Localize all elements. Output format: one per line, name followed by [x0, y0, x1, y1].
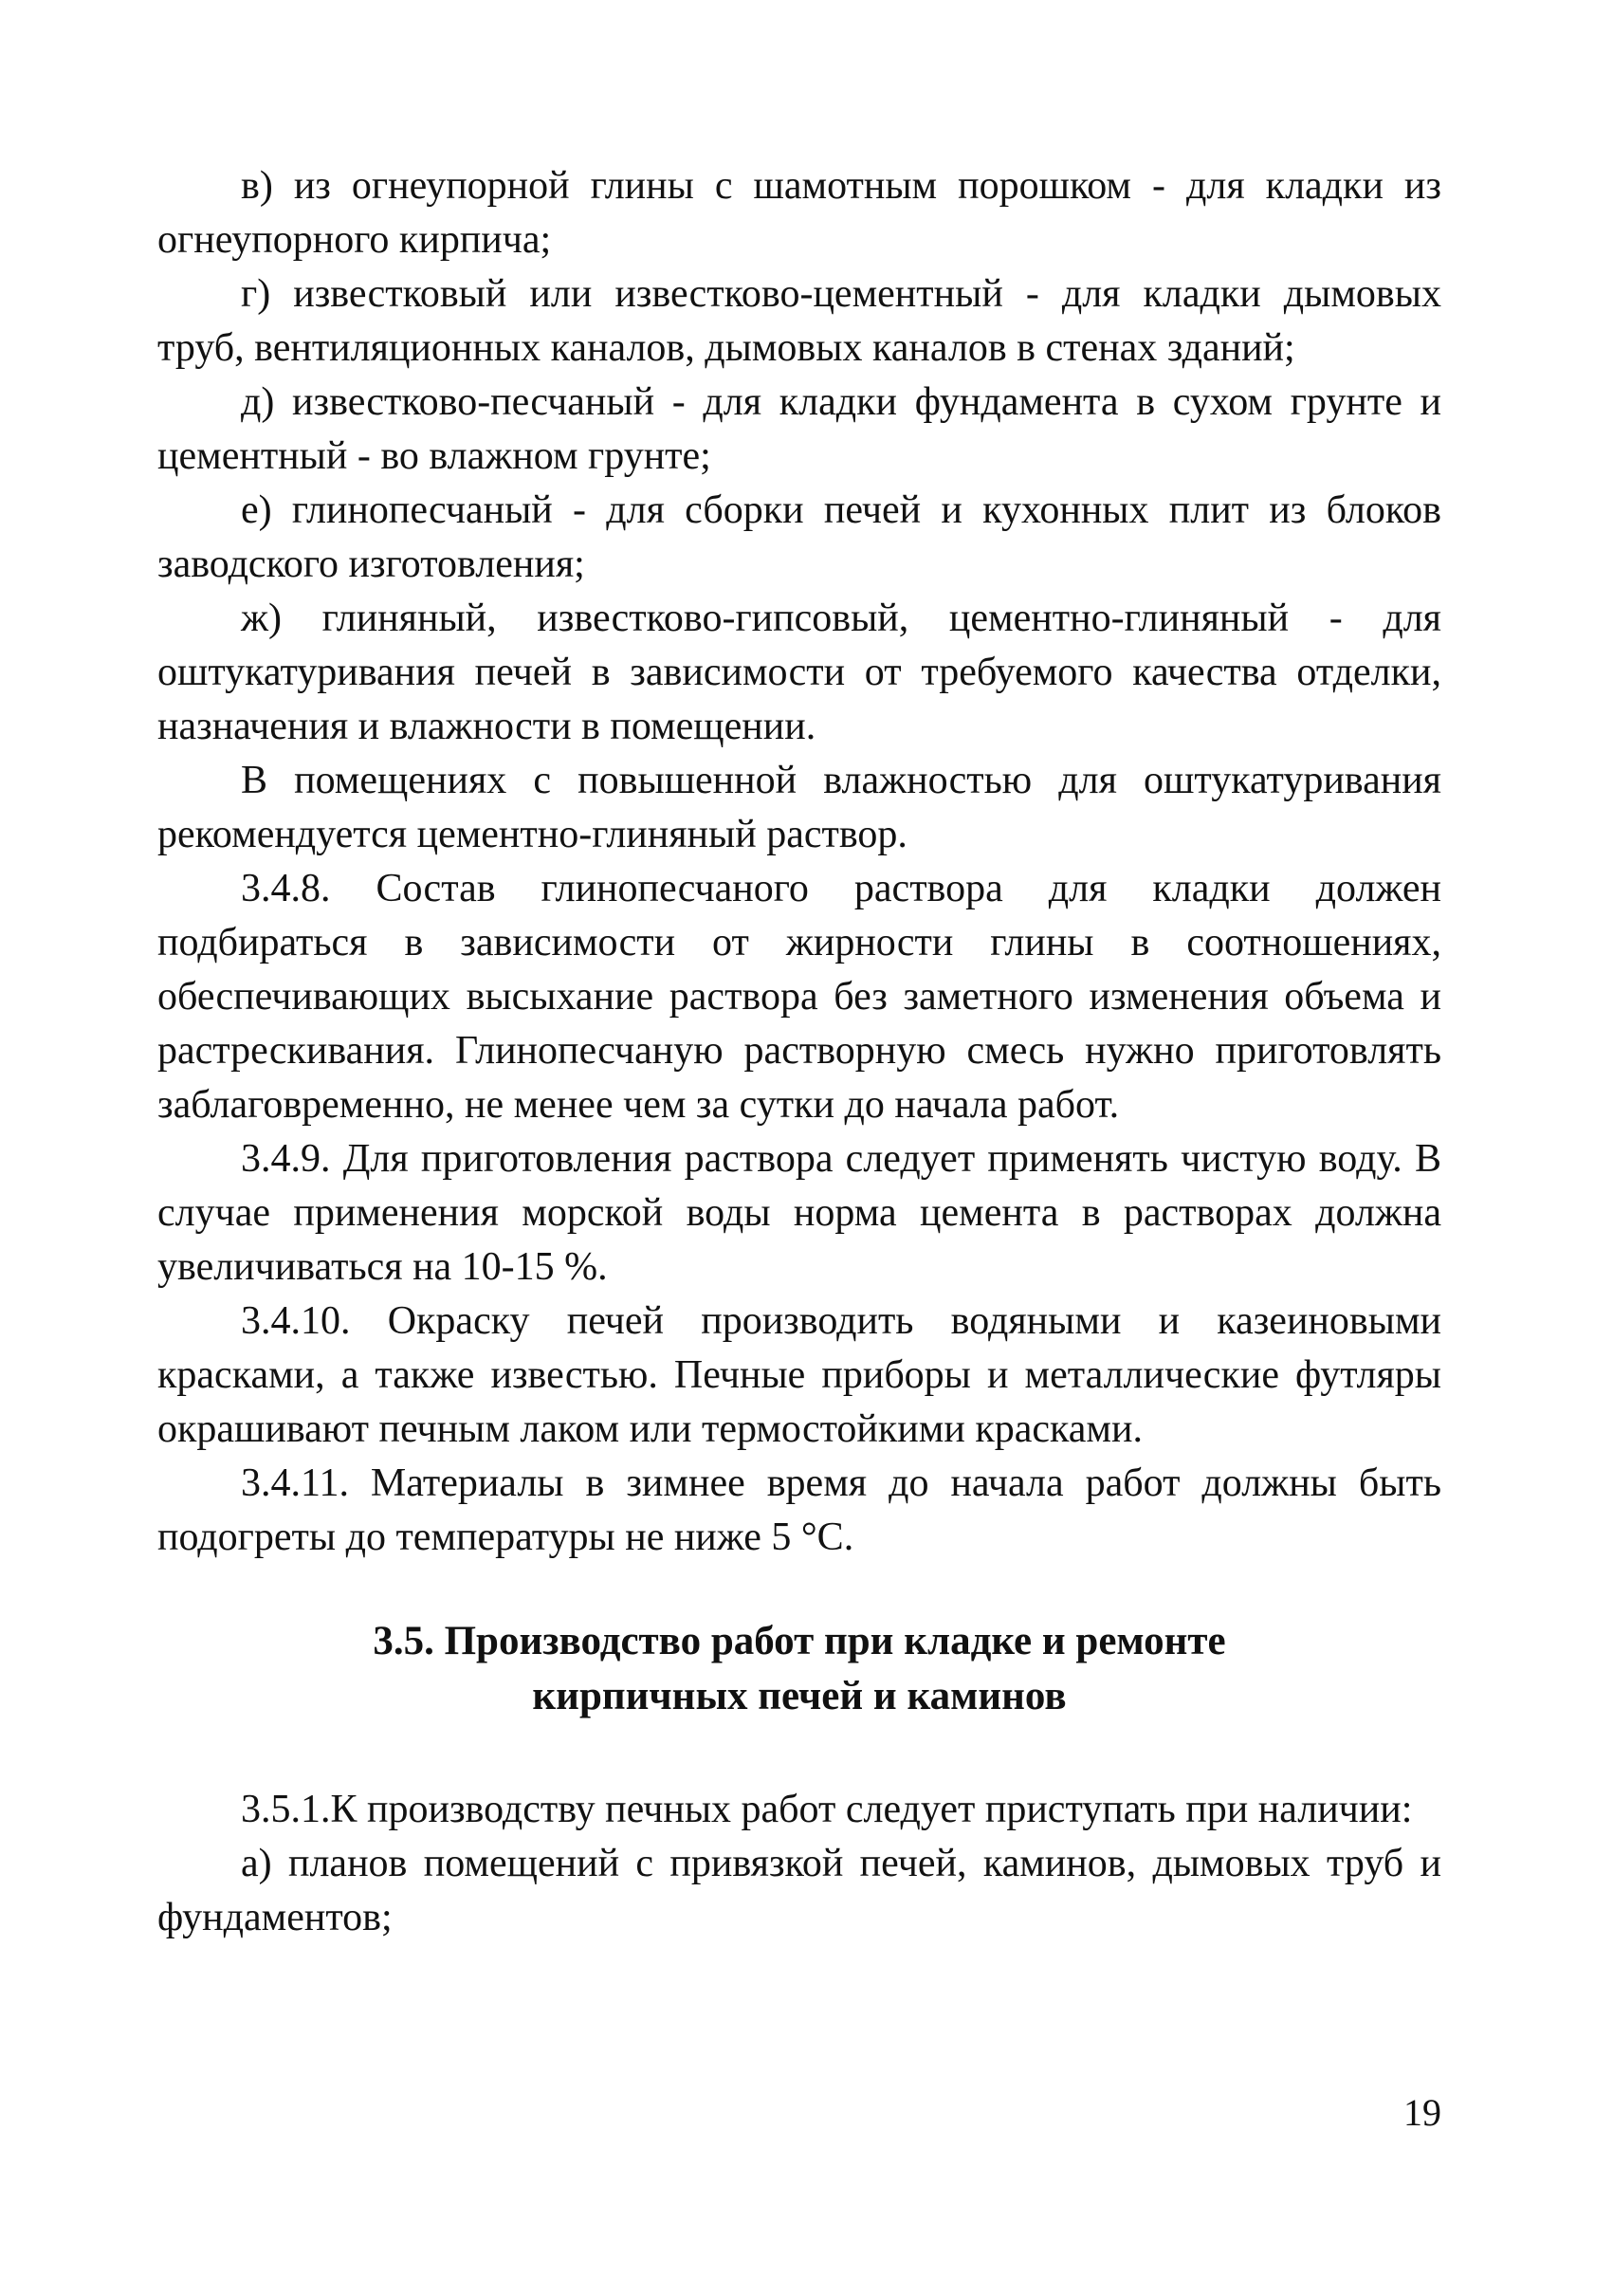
paragraph-item-zh: ж) глиняный, известково-гипсовый, цементно-глиняный - для оштукатуривания печей в зависимости от требуемого качества отделки, назначения и влажности в помещении. — [157, 597, 1441, 748]
section-heading — [157, 1614, 1441, 1724]
paragraph-3-4-10: 3.4.10. Окраску печей производить водяными и казеиновыми красками, а также известью. Печные приборы и металлические футляры окрашивают печным лаком или термостойкими красками. — [157, 1299, 1441, 1451]
section-heading-line-2: кирпичных печей и каминов — [532, 1674, 1067, 1718]
paragraph-3-4-9: 3.4.9. Для приготовления раствора следует применять чистую воду. В случае применения морской воды норма цемента в растворах должна увеличиваться на 10-15 %. — [157, 1137, 1441, 1289]
paragraph-item-v: в) из огнеупорной глины с шамотным порошком - для кладки из огнеупорного кирпича; — [157, 164, 1441, 262]
page-content — [157, 159, 1441, 1945]
paragraph-item-a: а) планов помещений с привязкой печей, каминов, дымовых труб и фундаментов; — [157, 1842, 1441, 1939]
page-number: 19 — [1403, 2091, 1441, 2134]
paragraph-item-g: г) известковый или известково-цементный - для кладки дымовых труб, вентиляционных каналов, дымовых каналов в стенах зданий; — [157, 272, 1441, 370]
paragraph-item-e: е) глинопесчаный - для сборки печей и кухонных плит из блоков заводского изготовления; — [157, 488, 1441, 586]
paragraph-3-4-11: 3.4.11. Материалы в зимнее время до начала работ должны быть подогреты до температуры не ниже 5 °С. — [157, 1461, 1441, 1559]
paragraph-3-5-1: 3.5.1.К производству печных работ следует приступать при наличии: — [241, 1788, 1413, 1831]
paragraph-3-4-8: 3.4.8. Состав глинопесчаного раствора для кладки должен подбираться в зависимости от жирности глины в соотношениях, обеспечивающих высыхание раствора без заметного изменения объема и растрескивания. Глинопесчаную растворную смесь нужно приготовлять заблаговременно, не менее чем за сутки до начала работ. — [157, 867, 1441, 1127]
paragraph-item-d: д) известково-песчаный - для кладки фундамента в сухом грунте и цементный - во влажном грунте; — [157, 380, 1441, 478]
paragraph-humidity-note: В помещениях с повышенной влажностью для оштукатуривания рекомендуется цементно-глиняный раствор. — [157, 759, 1441, 856]
section-heading-line-1: 3.5. Производство работ при кладке и ремонте — [373, 1619, 1226, 1663]
